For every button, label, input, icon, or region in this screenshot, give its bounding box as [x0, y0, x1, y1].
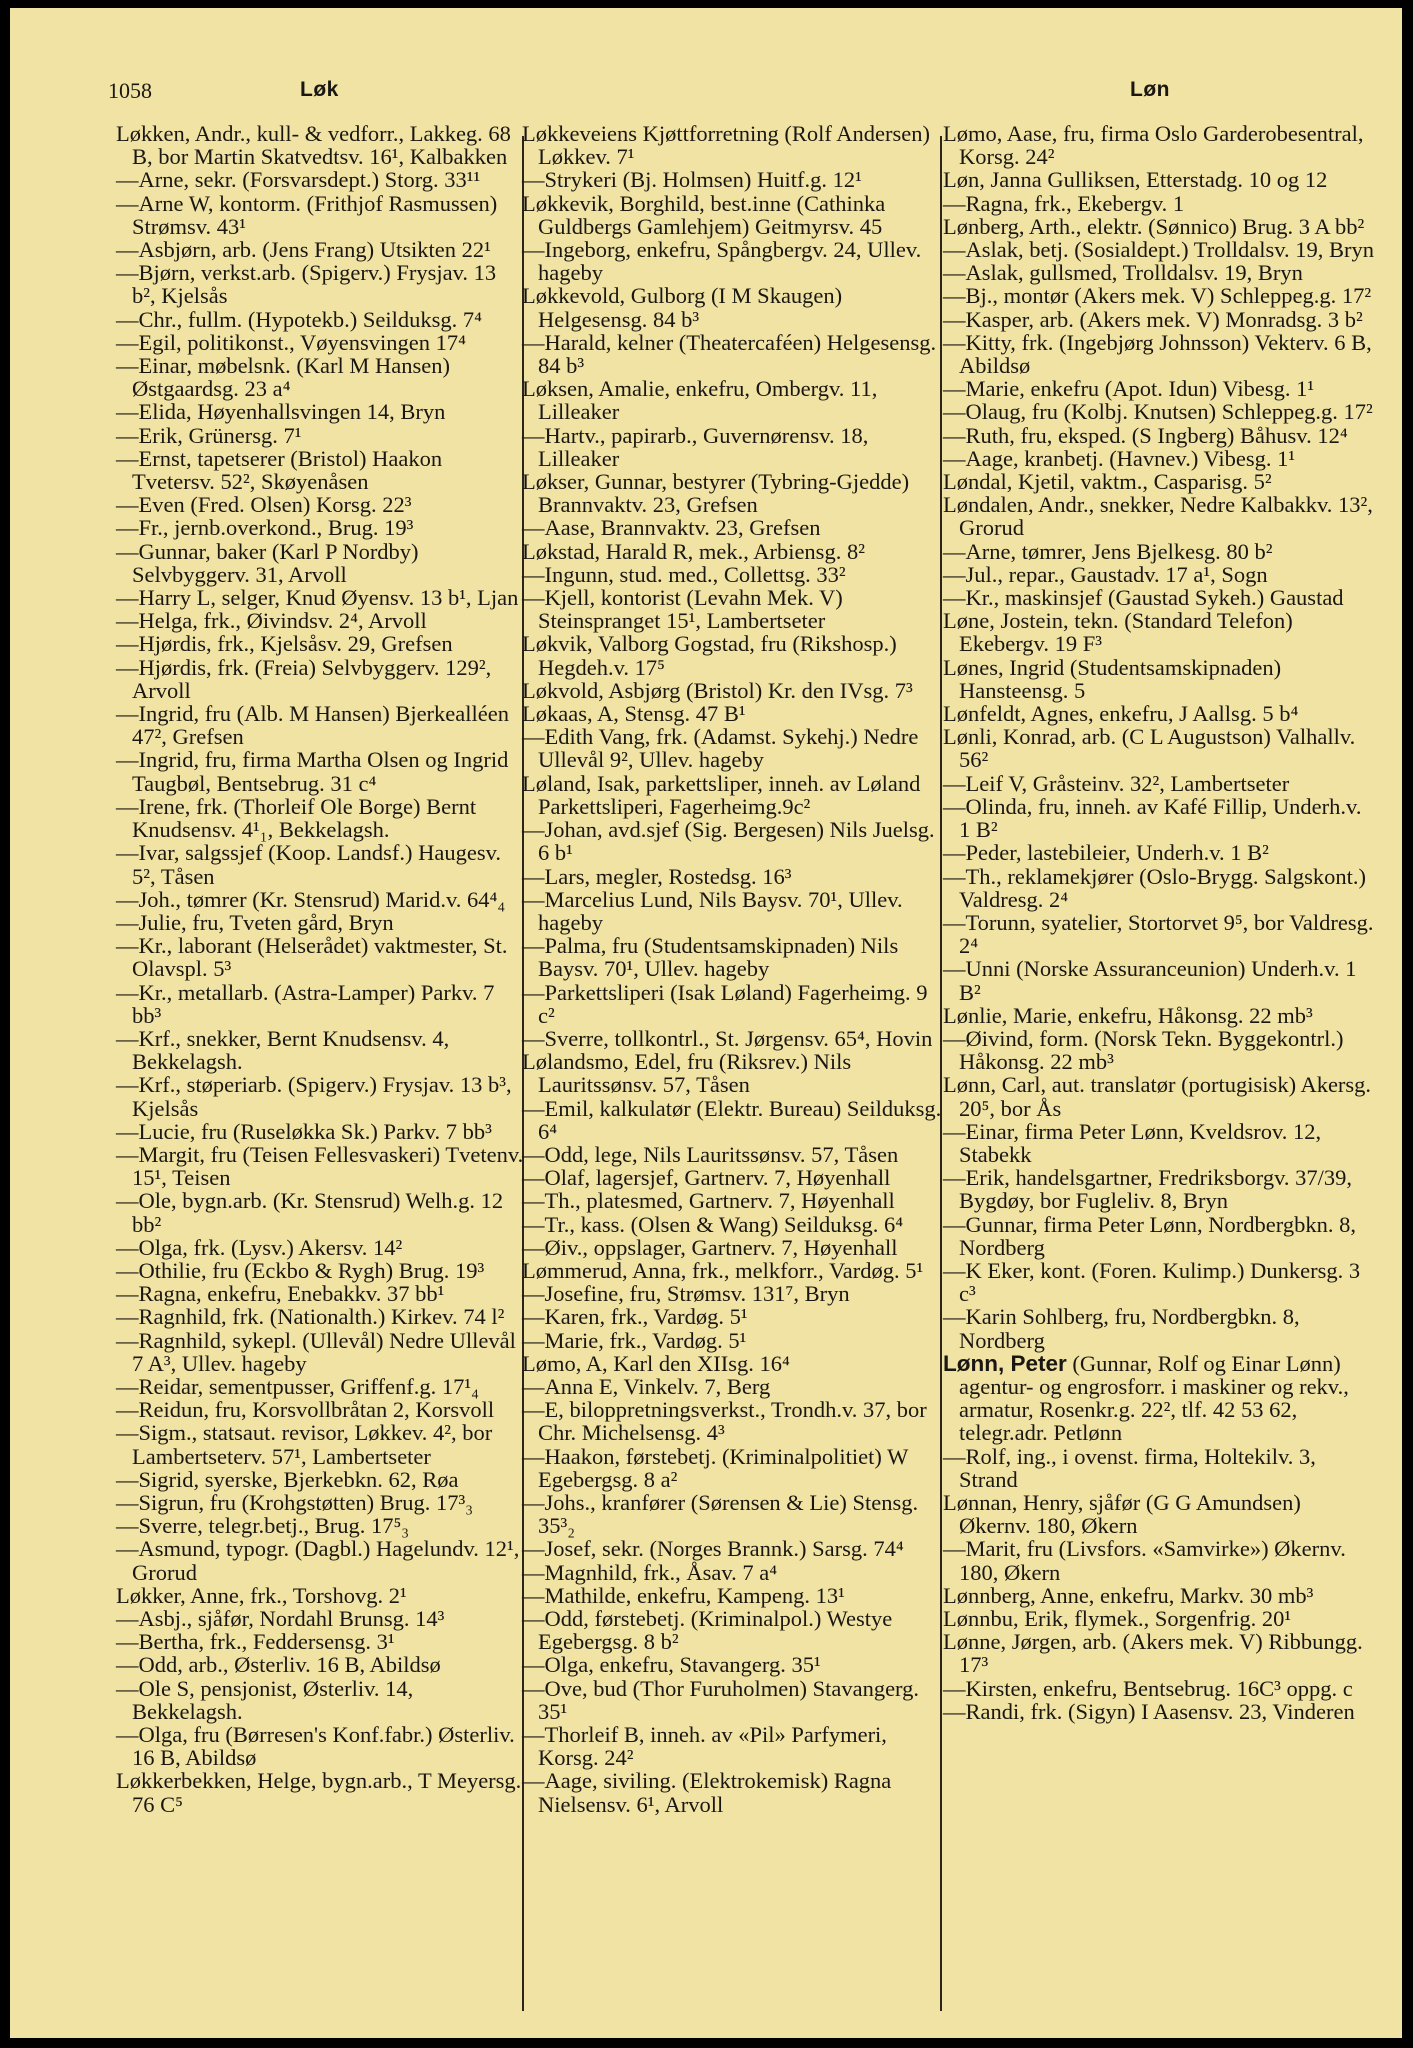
- directory-entry: —Aslak, gullsmed, Trolldalsv. 19, Bryn: [943, 260, 1303, 286]
- directory-entry: —Kr., laborant (Helserådet) vaktmester, St. Olavspl. 5³: [116, 933, 508, 982]
- directory-entry: —Josef, sekr. (Norges Brannk.) Sarsg. 74⁴: [522, 1536, 904, 1562]
- directory-entry: —Arne, tømrer, Jens Bjelkesg. 80 b²: [943, 538, 1273, 564]
- directory-entry: —Th., platesmed, Gartnerv. 7, Høyenhall: [522, 1188, 895, 1214]
- directory-entry: —Thorleif B, inneh. av «Pil» Parfymeri, Korsg. 24²: [522, 1722, 887, 1771]
- directory-entry: —Ruth, fru, eksped. (S Ingberg) Båhusv. 12⁴: [943, 422, 1348, 448]
- directory-entry: —Olaf, lagersjef, Gartnerv. 7, Høyenhall: [522, 1165, 891, 1191]
- directory-entry: Løkaas, A, Stensg. 47 B¹: [522, 701, 746, 727]
- directory-entry: —Sverre, tollkontrl., St. Jørgensv. 65⁴, Hovin: [522, 1025, 933, 1051]
- column-3: [943, 122, 1375, 1723]
- directory-entry: —Ragna, enkefru, Enebakkv. 37 bb¹: [116, 1281, 445, 1307]
- directory-entry: —Karin Sohlberg, fru, Nordbergbkn. 8, Nordberg: [943, 1304, 1300, 1353]
- directory-entry: —Parkettsliperi (Isak Løland) Fagerheimg. 9 c²: [522, 979, 928, 1028]
- directory-entry: Lønn, Carl, aut. translatør (portugisisk) Akersg. 20⁵, bor Ås: [943, 1072, 1372, 1121]
- directory-entry: —Hartv., papirarb., Guvernørensv. 18, Lilleaker: [522, 422, 869, 471]
- directory-entry: —Johan, avd.sjef (Sig. Bergesen) Nils Juelsg. 6 b¹: [522, 817, 935, 866]
- directory-entry: —Aage, siviling. (Elektrokemisk) Ragna Nielsensv. 6¹, Arvoll: [522, 1768, 892, 1817]
- directory-entry: Løndal, Kjetil, vaktm., Casparisg. 5²: [943, 469, 1272, 495]
- directory-entry: —Aage, kranbetj. (Havnev.) Vibesg. 1¹: [943, 445, 1296, 471]
- directory-entry: —Harald, kelner (Theatercaféen) Helgesensg. 84 b³: [522, 329, 937, 379]
- directory-entry: —Reidar, sementpusser, Griffenf.g. 17¹₄: [116, 1373, 479, 1399]
- directory-entry: —Johs., kranfører (Sørensen & Lie) Stensg. 35³₂: [522, 1489, 919, 1539]
- directory-entry: Løkkevik, Borghild, best.inne (Cathinka Guldbergs Gamlehjem) Geitmyrsv. 45: [522, 190, 886, 239]
- directory-entry: Lønnbu, Erik, flymek., Sorgenfrig. 20¹: [943, 1606, 1292, 1631]
- directory-entry: —Torunn, syatelier, Stortorvet 9⁵, bor Valdresg. 2⁴: [943, 909, 1374, 959]
- directory-entry: —Fr., jernb.overkond., Brug. 19³: [116, 515, 414, 541]
- directory-entry: —Anna E, Vinkelv. 7, Berg: [522, 1373, 771, 1399]
- directory-entry: —Sigm., statsaut. revisor, Løkkev. 4², bor Lambertseterv. 57¹, Lambertseter: [116, 1420, 493, 1469]
- directory-entry: —Chr., fullm. (Hypotekb.) Seilduksg. 7⁴: [116, 306, 482, 332]
- directory-entry: Løn, Janna Gulliksen, Etterstadg. 10 og 12: [943, 167, 1328, 193]
- directory-entry: —Elida, Høyenhallsvingen 14, Bryn: [116, 399, 446, 425]
- entry-bold-name: Lønn, Peter: [943, 1350, 1067, 1376]
- column-2: [522, 122, 944, 1816]
- directory-entry: —Th., reklamekjører (Oslo-Brygg. Salgskont.) Valdresg. 2⁴: [943, 863, 1367, 912]
- directory-entry: Løkkerbekken, Helge, bygn.arb., T Meyersg. 76 C⁵: [116, 1768, 522, 1817]
- directory-entry: —Aase, Brannvaktv. 23, Grefsen: [522, 515, 821, 541]
- directory-entry: —Marie, frk., Vardøg. 5¹: [522, 1327, 747, 1353]
- directory-entry: Løne, Jostein, tekn. (Standard Telefon) Ekebergv. 19 F³: [943, 608, 1293, 657]
- directory-entry: —Joh., tømrer (Kr. Stensrud) Marid.v. 64⁴₄: [116, 886, 506, 912]
- directory-entry: —K Eker, kont. (Foren. Kulimp.) Dunkersg. 3 c³: [943, 1257, 1361, 1307]
- directory-entry: Lønberg, Arth., elektr. (Sønnico) Brug. 3 A bb²: [943, 213, 1365, 239]
- directory-entry: Lønli, Konrad, arb. (C L Augustson) Valhallv. 56²: [943, 724, 1356, 773]
- directory-entry: —Jul., repar., Gaustadv. 17 a¹, Sogn: [943, 561, 1268, 587]
- directory-entry: —Marit, fru (Livsfors. «Samvirke») Økernv. 180, Økern: [943, 1536, 1346, 1585]
- directory-entry: —Aslak, betj. (Sosialdept.) Trolldalsv. 19, Bryn: [943, 237, 1375, 263]
- directory-entry: —Sigrun, fru (Krohgstøtten) Brug. 17³₃: [116, 1489, 474, 1515]
- directory-entry: —Peder, lastebileier, Underh.v. 1 B²: [943, 840, 1269, 866]
- directory-entry: —Leif V, Gråsteinv. 32², Lambertseter: [943, 770, 1290, 796]
- directory-entry: —Ingrid, fru, firma Martha Olsen og Ingrid Taugbøl, Bentsebrug. 31 c⁴: [116, 747, 509, 796]
- directory-entry: —Ivar, salgssjef (Koop. Landsf.) Haugesv. 5², Tåsen: [116, 840, 502, 889]
- directory-entry: —Asbj., sjåfør, Nordahl Brunsg. 14³: [116, 1606, 445, 1631]
- directory-entry: —Olinda, fru, inneh. av Kafé Fillip, Underh.v. 1 B²: [943, 793, 1362, 843]
- directory-entry: Lønne, Jørgen, arb. (Akers mek. V) Ribbungg. 17³: [943, 1629, 1363, 1678]
- directory-entry: —Reidun, fru, Korsvollbråtan 2, Korsvoll: [116, 1397, 495, 1423]
- directory-entry: —Ole, bygn.arb. (Kr. Stensrud) Welh.g. 12 bb²: [116, 1188, 504, 1237]
- directory-entry: [943, 1352, 1375, 1445]
- page-number: 1058: [108, 78, 152, 103]
- directory-entry: —Marie, enkefru (Apot. Idun) Vibesg. 1¹: [943, 376, 1315, 402]
- directory-entry: Løkken, Andr., kull- & vedforr., Lakkeg. 68 B, bor Martin Skatvedtsv. 16¹, Kalbakken: [116, 121, 511, 170]
- directory-entry: —Even (Fred. Olsen) Korsg. 22³: [116, 492, 412, 518]
- directory-entry: —Lars, megler, Rostedsg. 16³: [522, 863, 792, 889]
- directory-entry: —Olaug, fru (Kolbj. Knutsen) Schleppeg.g. 17²: [943, 399, 1373, 425]
- directory-entry: —Julie, fru, Tveten gård, Bryn: [116, 909, 394, 935]
- directory-entry: —Ole S, pensjonist, Østerliv. 14, Bekkelagsh.: [116, 1675, 414, 1724]
- directory-entry: Løksen, Amalie, enkefru, Ombergv. 11, Lilleaker: [522, 376, 878, 425]
- directory-entry: Løkser, Gunnar, bestyrer (Tybring-Gjedde) Brannvaktv. 23, Grefsen: [522, 469, 910, 518]
- directory-entry: —Unni (Norske Assuranceunion) Underh.v. 1 B²: [943, 956, 1357, 1005]
- directory-entry: —Lucie, fru (Ruseløkka Sk.) Parkv. 7 bb³: [116, 1118, 492, 1144]
- directory-entry: —E, biloppretningsverkst., Trondh.v. 37, bor Chr. Michelsensg. 4³: [522, 1397, 927, 1446]
- directory-entry: —Krf., snekker, Bernt Knudsensv. 4, Bekkelagsh.: [116, 1025, 450, 1075]
- directory-entry: —Haakon, førstebetj. (Kriminalpolitiet) W Egebergsg. 8 a²: [522, 1443, 908, 1492]
- directory-entry: —Erik, Grünersg. 7¹: [116, 422, 302, 448]
- directory-entry: —Karen, frk., Vardøg. 5¹: [522, 1304, 748, 1330]
- directory-entry: —Olga, enkefru, Stavangerg. 35¹: [522, 1652, 821, 1678]
- directory-page: [10, 8, 1402, 2038]
- directory-entry: Løkkeveiens Kjøttforretning (Rolf Andersen) Løkkev. 7¹: [522, 121, 931, 170]
- directory-entry: —Kr., maskinsjef (Gaustad Sykeh.) Gaustad: [943, 585, 1344, 611]
- directory-entry: Lønes, Ingrid (Studentsamskipnaden) Hansteensg. 5: [943, 654, 1282, 703]
- directory-entry: —Egil, politikonst., Vøyensvingen 17⁴: [116, 329, 466, 355]
- directory-entry: —Bertha, frk., Feddersensg. 3¹: [116, 1629, 395, 1655]
- directory-entry: —Tr., kass. (Olsen & Wang) Seilduksg. 6⁴: [522, 1211, 904, 1237]
- directory-entry: —Randi, frk. (Sigyn) I Aasensv. 23, Vinderen: [943, 1698, 1355, 1724]
- directory-entry: —Gunnar, baker (Karl P Nordby) Selvbyggerv. 31, Arvoll: [116, 538, 419, 587]
- directory-entry: —Josefine, fru, Strømsv. 131⁷, Bryn: [522, 1281, 850, 1307]
- directory-entry: —Øivind, form. (Norsk Tekn. Byggekontrl.) Håkonsg. 22 mb³: [943, 1025, 1344, 1075]
- directory-entry: —Ragna, frk., Ekebergv. 1: [943, 190, 1185, 216]
- directory-entry: Lømo, A, Karl den XIIsg. 16⁴: [522, 1350, 790, 1376]
- directory-entry: —Edith Vang, frk. (Adamst. Sykehj.) Nedre Ullevål 9², Ullev. hageby: [522, 724, 919, 773]
- directory-entry: —Sigrid, syerske, Bjerkebkn. 62, Røa: [116, 1466, 459, 1492]
- directory-entry: —Kitty, frk. (Ingebjørg Johnsson) Vekterv. 6 B, Abildsø: [943, 329, 1372, 379]
- directory-entry: —Magnhild, frk., Åsav. 7 a⁴: [522, 1559, 778, 1585]
- directory-entry: —Arne W, kontorm. (Frithjof Rasmussen) Strømsv. 43¹: [116, 190, 498, 239]
- directory-entry: —Gunnar, firma Peter Lønn, Nordbergbkn. 8, Nordberg: [943, 1211, 1356, 1260]
- header-right-word: Løn: [1130, 78, 1170, 101]
- entry-text: (Gunnar, Rolf og Einar Lønn) agentur- og engrosforr. i maskiner og rekv., armatur, Rosenkr.g. 22², tlf. 42 53 62, telegr.adr. Petlønn: [959, 1350, 1349, 1446]
- directory-entry: —Erik, handelsgartner, Fredriksborgv. 37/39, Bygdøy, bor Fugleliv. 8, Bryn: [943, 1165, 1353, 1214]
- directory-entry: —Hjørdis, frk. (Freia) Selvbyggerv. 129², Arvoll: [116, 654, 492, 703]
- directory-entry: —Strykeri (Bj. Holmsen) Huitf.g. 12¹: [522, 167, 862, 193]
- directory-entry: —Olga, frk. (Lysv.) Akersv. 14²: [116, 1234, 403, 1260]
- directory-entry: —Ingunn, stud. med., Collettsg. 33²: [522, 561, 846, 587]
- directory-entry: —Asbjørn, arb. (Jens Frang) Utsikten 22¹: [116, 237, 491, 263]
- directory-entry: Løkkevold, Gulborg (I M Skaugen) Helgesensg. 84 b³: [522, 283, 843, 332]
- directory-entry: —Othilie, fru (Eckbo & Rygh) Brug. 19³: [116, 1257, 485, 1283]
- directory-entry: —Irene, frk. (Thorleif Ole Borge) Bernt Knudsensv. 4¹₁, Bekkelagsh.: [116, 793, 477, 843]
- directory-entry: —Bj., montør (Akers mek. V) Schleppeg.g. 17²: [943, 283, 1372, 309]
- directory-entry: Lønlie, Marie, enkefru, Håkonsg. 22 mb³: [943, 1002, 1313, 1028]
- directory-entry: Løkvik, Valborg Gogstad, fru (Rikshosp.) Hegdeh.v. 17⁵: [522, 631, 897, 680]
- directory-entry: —Einar, firma Peter Lønn, Kveldsrov. 12, Stabekk: [943, 1118, 1322, 1167]
- directory-entry: Lønnan, Henry, sjåfør (G G Amundsen) Økernv. 180, Økern: [943, 1489, 1301, 1539]
- directory-entry: —Kasper, arb. (Akers mek. V) Monradsg. 3 b²: [943, 306, 1363, 332]
- directory-entry: —Kjell, kontorist (Levahn Mek. V) Steinspranget 15¹, Lambertseter: [522, 585, 843, 634]
- column-1: [116, 122, 524, 1816]
- directory-entry: Løkvold, Asbjørg (Bristol) Kr. den IVsg. 7³: [522, 677, 913, 703]
- directory-entry: —Kr., metallarb. (Astra-Lamper) Parkv. 7 bb³: [116, 979, 495, 1028]
- directory-entry: Lølandsmo, Edel, fru (Riksrev.) Nils Lauritssønsv. 57, Tåsen: [522, 1049, 852, 1098]
- directory-entry: —Odd, lege, Nils Lauritssønsv. 57, Tåsen: [522, 1141, 899, 1167]
- directory-entry: —Mathilde, enkefru, Kampeng. 13¹: [522, 1582, 845, 1608]
- directory-entry: —Hjørdis, frk., Kjelsåsv. 29, Grefsen: [116, 631, 453, 657]
- header-left-word: Løk: [300, 78, 339, 101]
- directory-entry: Løndalen, Andr., snekker, Nedre Kalbakkv. 13², Grorud: [943, 492, 1373, 541]
- directory-entry: —Harry L, selger, Knud Øyensv. 13 b¹, Ljan: [116, 585, 519, 611]
- directory-entry: —Rolf, ing., i ovenst. firma, Holtekilv. 3, Strand: [943, 1443, 1316, 1492]
- directory-entry: Lømo, Aase, fru, firma Oslo Garderobesentral, Korsg. 24²: [943, 121, 1364, 170]
- directory-entry: —Arne, sekr. (Forsvarsdept.) Storg. 33¹¹: [116, 167, 481, 193]
- directory-entry: —Einar, møbelsnk. (Karl M Hansen) Østgaardsg. 23 a⁴: [116, 353, 451, 402]
- directory-entry: —Ernst, tapetserer (Bristol) Haakon Tvetersv. 52², Skøyenåsen: [116, 445, 443, 495]
- directory-entry: —Krf., støperiarb. (Spigerv.) Frysjav. 13 b³, Kjelsås: [116, 1072, 512, 1121]
- directory-entry: —Sverre, telegr.betj., Brug. 17⁵₃: [116, 1513, 410, 1539]
- directory-entry: —Olga, fru (Børresen's Konf.fabr.) Østerliv. 16 B, Abildsø: [116, 1722, 515, 1771]
- directory-entry: —Ingrid, fru (Alb. M Hansen) Bjerkealléen 47², Grefsen: [116, 701, 510, 750]
- directory-entry: —Margit, fru (Teisen Fellesvaskeri) Tvetenv. 15¹, Teisen: [116, 1141, 524, 1191]
- directory-entry: —Ragnhild, sykepl. (Ullevål) Nedre Ullevål 7 A³, Ullev. hageby: [116, 1327, 516, 1376]
- directory-entry: Lønnberg, Anne, enkefru, Markv. 30 mb³: [943, 1582, 1314, 1608]
- directory-entry: —Kirsten, enkefru, Bentsebrug. 16C³ oppg. c: [943, 1675, 1353, 1701]
- directory-entry: Lømmerud, Anna, frk., melkforr., Vardøg. 5¹: [522, 1257, 924, 1283]
- directory-entry: —Odd, førstebetj. (Kriminalpol.) Westye Egebergsg. 8 b²: [522, 1606, 893, 1655]
- directory-entry: —Emil, kalkulatør (Elektr. Bureau) Seilduksg. 6⁴: [522, 1095, 942, 1144]
- directory-entry: —Øiv., oppslager, Gartnerv. 7, Høyenhall: [522, 1234, 898, 1260]
- directory-entry: —Odd, arb., Østerliv. 16 B, Abildsø: [116, 1652, 441, 1678]
- directory-entry: Løland, Isak, parkettsliper, inneh. av Løland Parkettsliperi, Fagerheimg.9c²: [522, 770, 921, 819]
- directory-entry: —Ove, bud (Thor Furuholmen) Stavangerg. 35¹: [522, 1675, 920, 1724]
- directory-entry: —Ingeborg, enkefru, Spångbergv. 24, Ullev. hageby: [522, 237, 922, 286]
- directory-entry: Løkker, Anne, frk., Torshovg. 2¹: [116, 1582, 407, 1608]
- directory-entry: —Helga, frk., Øivindsv. 2⁴, Arvoll: [116, 608, 427, 634]
- directory-entry: —Bjørn, verkst.arb. (Spigerv.) Frysjav. 13 b², Kjelsås: [116, 260, 497, 309]
- directory-entry: —Asmund, typogr. (Dagbl.) Hagelundv. 12¹, Grorud: [116, 1536, 520, 1585]
- directory-entry: —Ragnhild, frk. (Nationalth.) Kirkev. 74 l²: [116, 1304, 505, 1330]
- directory-entry: Løkstad, Harald R, mek., Arbiensg. 8²: [522, 538, 865, 564]
- directory-entry: —Marcelius Lund, Nils Baysv. 70¹, Ullev. hageby: [522, 886, 903, 935]
- directory-entry: Lønfeldt, Agnes, enkefru, J Aallsg. 5 b⁴: [943, 701, 1299, 727]
- directory-entry: —Palma, fru (Studentsamskipnaden) Nils Baysv. 70¹, Ullev. hageby: [522, 933, 899, 982]
